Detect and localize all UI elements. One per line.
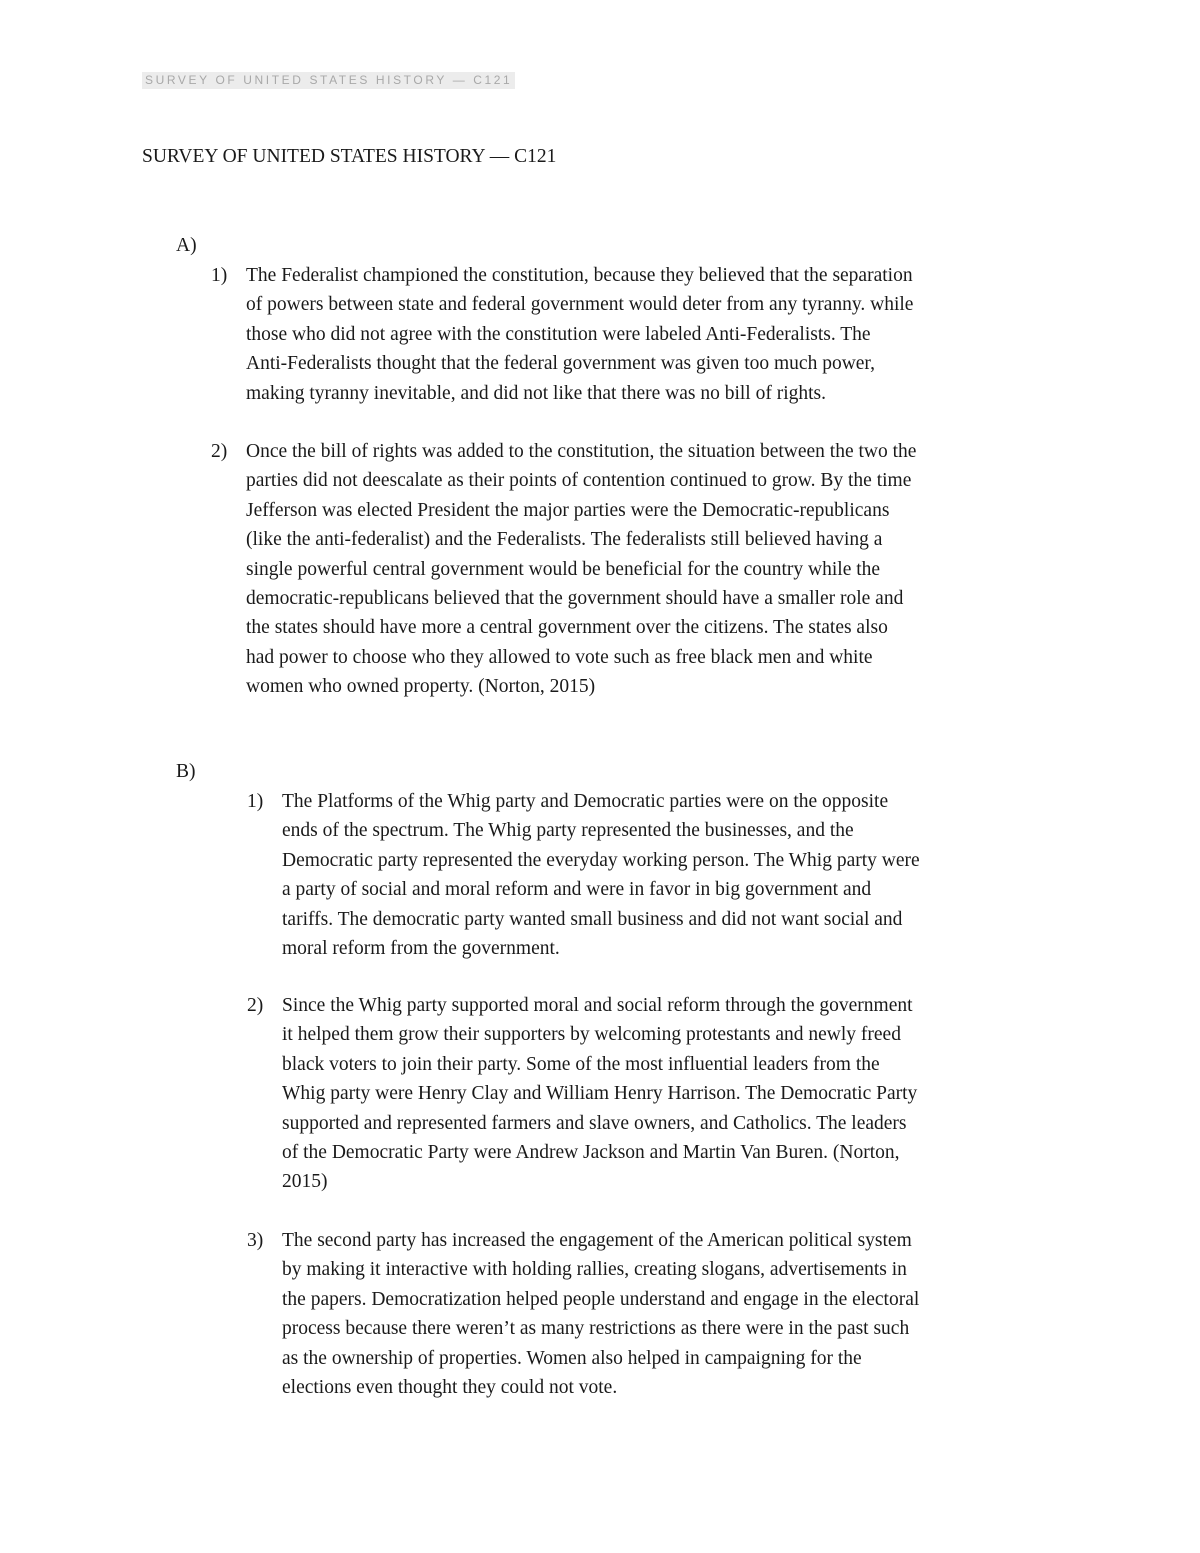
paragraph-line: tariffs. The democratic party wanted small business and did not want social and [282, 908, 903, 930]
paragraph-line: it helped them grow their supporters by welcoming protestants and newly freed [282, 1024, 901, 1046]
item-number: 2) [247, 995, 264, 1016]
paragraph-line: The Platforms of the Whig party and Democratic parties were on the opposite [282, 791, 889, 812]
section-a-item-2 [211, 437, 917, 702]
paragraph-line: the states should have more a central government over the citizens. The states also [246, 617, 888, 639]
paragraph-line: 2015) [282, 1171, 328, 1193]
item-paragraph [282, 991, 917, 1197]
item-paragraph [246, 437, 916, 702]
paragraph-line: by making it interactive with holding rallies, creating slogans, advertisements in [282, 1259, 907, 1281]
paragraph-line: as the ownership of properties. Women also helped in campaigning for the [282, 1347, 862, 1369]
paragraph-line: of powers between state and federal government would deter from any tyranny. while [246, 294, 914, 316]
item-number: 1) [211, 265, 228, 286]
paragraph-line: moral reform from the government. [282, 938, 560, 960]
paragraph-line: process because there weren’t as many restrictions as there were in the past such [282, 1318, 910, 1340]
paragraph-line: democratic-republicans believed that the government should have a smaller role and [246, 588, 904, 610]
document-title: SURVEY OF UNITED STATES HISTORY — C121 [142, 146, 557, 167]
paragraph-line: The second party has increased the engagement of the American political system [282, 1230, 912, 1251]
paragraph-line: women who owned property. (Norton, 2015) [246, 676, 596, 698]
item-paragraph [282, 787, 920, 963]
paragraph-line: single powerful central government would be beneficial for the country while the [246, 558, 881, 580]
section-b-item-2 [247, 991, 918, 1197]
paragraph-line: the papers. Democratization helped people understand and engage in the electoral [282, 1288, 920, 1310]
paragraph-line: Anti-Federalists thought that the federal government was given too much power, [246, 353, 876, 375]
paragraph-line: a party of social and moral reform and were in favor in big government and [282, 879, 872, 901]
paragraph-line: those who did not agree with the constitution were labeled Anti-Federalists. The [246, 323, 871, 345]
item-paragraph [246, 261, 913, 408]
paragraph-line: parties did not deescalate as their points of contention continued to grow. By the time [246, 470, 912, 492]
paragraph-line: Whig party were Henry Clay and William Henry Harrison. The Democratic Party [282, 1083, 918, 1105]
item-number: 1) [247, 791, 264, 812]
section-a-label: A) [176, 235, 197, 256]
paragraph-line: Once the bill of rights was added to the constitution, the situation between the two the [246, 441, 917, 462]
section-b-label: B) [176, 761, 196, 782]
paragraph-line: ends of the spectrum. The Whig party represented the businesses, and the [282, 820, 854, 842]
section-a-item-1 [211, 261, 914, 408]
paragraph-line: elections even thought they could not vote. [282, 1377, 618, 1399]
paragraph-line: Since the Whig party supported moral and social reform through the government [282, 995, 913, 1016]
paragraph-line: black voters to join their party. Some of the most influential leaders from the [282, 1053, 880, 1075]
paragraph-line: Jefferson was elected President the major parties were the Democratic-republicans [246, 499, 890, 521]
paragraph-line: had power to choose who they allowed to vote such as free black men and white [246, 646, 873, 668]
paragraph-line: (like the anti-federalist) and the Federalists. The federalists still believed having a [246, 529, 883, 551]
running-header: SURVEY OF UNITED STATES HISTORY — C121 [142, 72, 515, 89]
paragraph-line: The Federalist championed the constitution, because they believed that the separation [246, 265, 913, 286]
paragraph-line: of the Democratic Party were Andrew Jackson and Martin Van Buren. (Norton, [282, 1142, 900, 1164]
item-number: 2) [211, 441, 228, 462]
section-b-item-3 [247, 1226, 920, 1402]
item-paragraph [282, 1226, 919, 1402]
paragraph-line: supported and represented farmers and slave owners, and Catholics. The leaders [282, 1112, 907, 1134]
paragraph-line: Democratic party represented the everyday working person. The Whig party were [282, 849, 920, 871]
section-b-item-1 [247, 787, 920, 963]
paragraph-line: making tyranny inevitable, and did not like that there was no bill of rights. [246, 382, 827, 404]
item-number: 3) [247, 1230, 264, 1251]
